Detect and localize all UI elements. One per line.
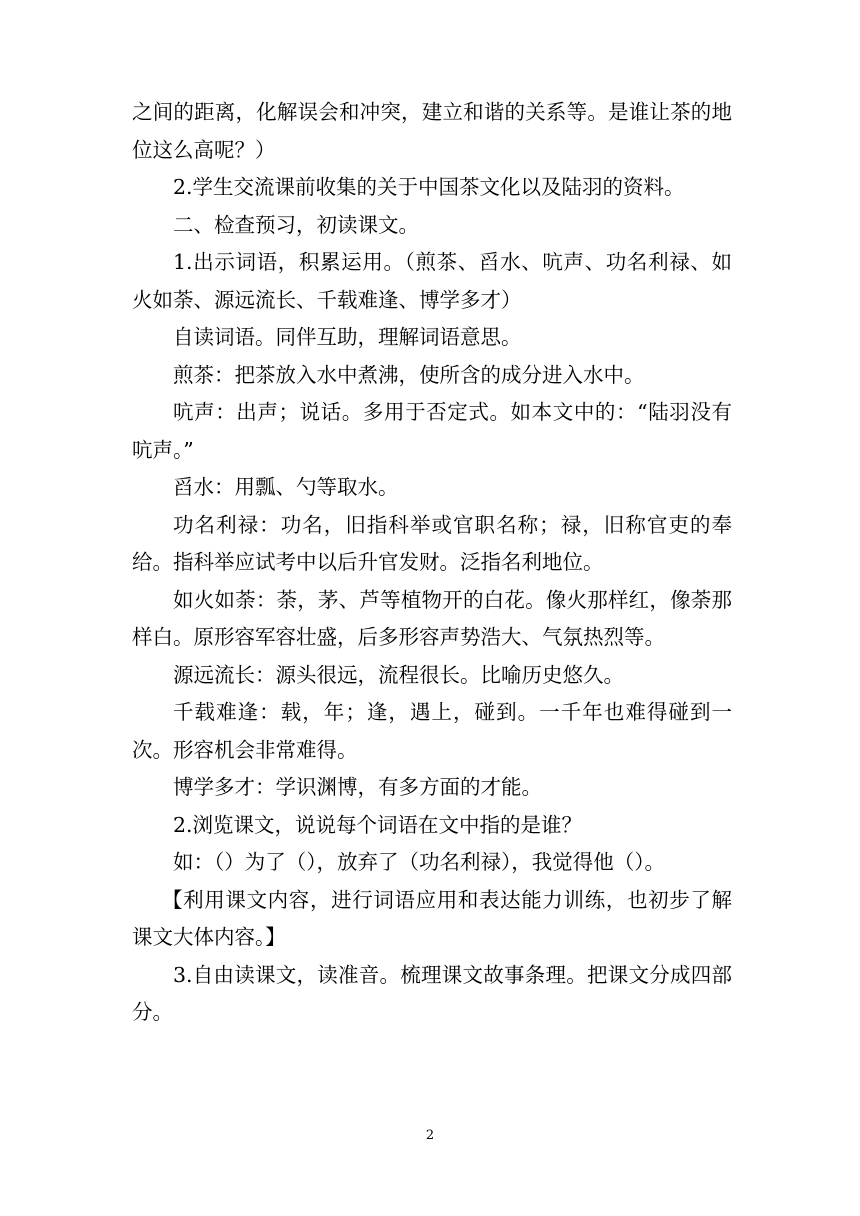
- definition-item: 舀水：用瓢、勺等取水。: [173, 475, 399, 499]
- paragraph: 1.出示词语，积累运用。（煎茶、舀水、吭声、功名利禄、如火如荼、源远流长、千载难逢、博学多才）: [132, 250, 732, 312]
- paragraph: 2.学生交流课前收集的关于中国茶文化以及陆羽的资料。: [173, 175, 685, 199]
- paragraph: 自读词语。同伴互助，理解词语意思。: [173, 325, 522, 349]
- definition-item: 煎茶：把茶放入水中煮沸，使所含的成分进入水中。: [173, 362, 645, 387]
- page-number: 2: [425, 1128, 435, 1143]
- paragraph: 如：（）为了（），放弃了（功名利禄），我觉得他（）。: [173, 850, 665, 874]
- paragraph: 2.浏览课文，说说每个词语在文中指的是谁？: [173, 812, 583, 837]
- definition-item: 源远流长：源头很远，流程很长。比喻历史悠久。: [173, 662, 624, 687]
- definition-item: 千载难逢：载，年；逢，遇上，碰到。一千年也难得碰到一次。形容机会非常难得。: [132, 700, 732, 762]
- section-heading: 二、检查预习，初读课文。: [173, 212, 419, 237]
- definition-item: 如火如荼：荼，茅、芦等植物开的白花。像火那样红，像荼那样白。原形容军容壮盛，后多形容声势浩大、气氛热烈等。: [132, 587, 732, 649]
- teaching-note: 【利用课文内容，进行词语应用和表达能力训练，也初步了解课文大体内容。】: [132, 887, 732, 949]
- paragraph: 之间的距离，化解误会和冲突，建立和谐的关系等。是谁让茶的地位这么高呢？）: [132, 100, 732, 162]
- definition-item: 吭声：出声；说话。多用于否定式。如本文中的：“陆羽没有吭声。”: [132, 400, 732, 462]
- definition-item: 博学多才：学识渊博，有多方面的才能。: [173, 775, 542, 799]
- definition-item: 功名利禄：功名，旧指科举或官职名称；禄，旧称官吏的奉给。指科举应试考中以后升官发财。泛指名利地位。: [132, 512, 732, 574]
- document-body: [132, 94, 732, 1032]
- paragraph: 3.自由读课文，读准音。梳理课文故事条理。把课文分成四部分。: [132, 962, 732, 1024]
